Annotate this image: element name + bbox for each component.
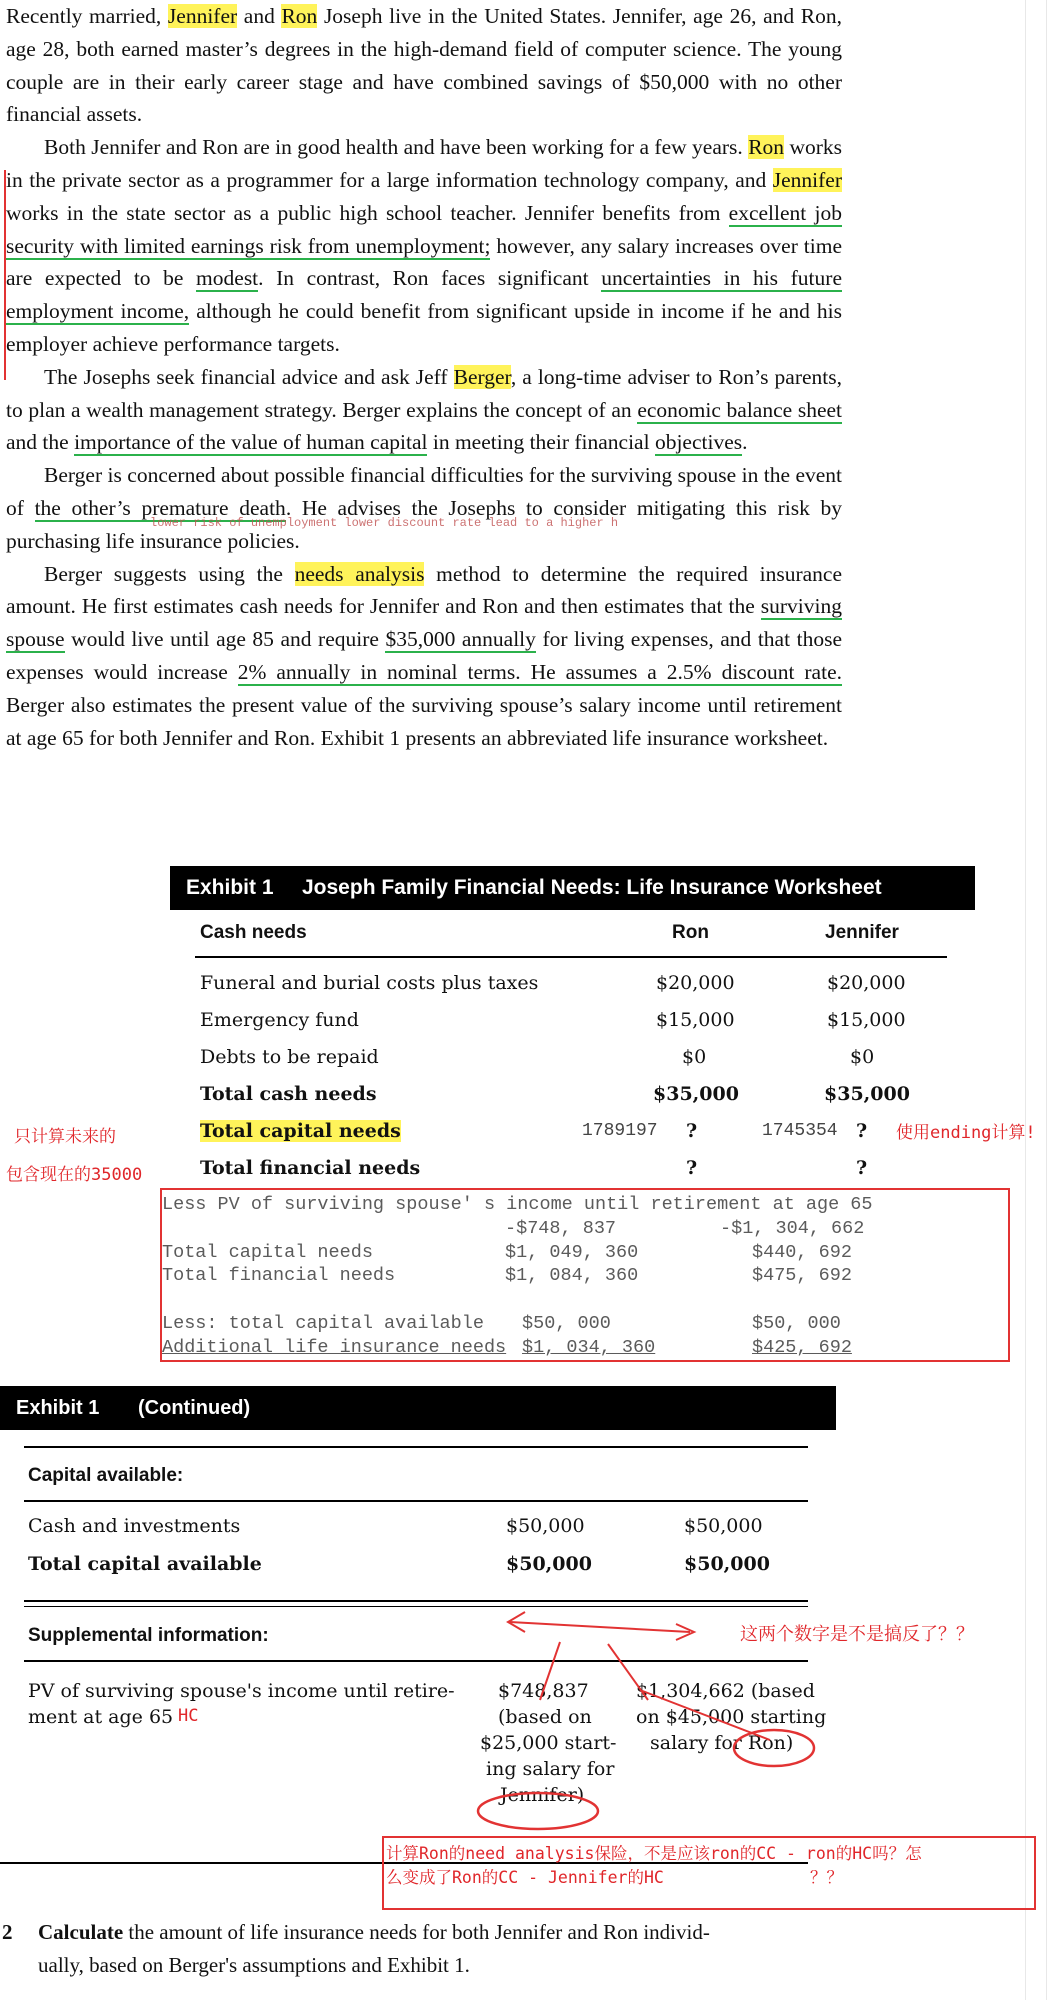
tfn-jennifer: $475, 692 — [752, 1265, 852, 1286]
row-jennifer-value: $35,000 — [824, 1083, 910, 1105]
pv-ron-line: $25,000 start- — [480, 1732, 617, 1754]
pv-label-line2: ment at age 65 — [28, 1706, 174, 1728]
cash-investments-ron: $50,000 — [506, 1515, 585, 1537]
total-capital-needs-label: Total capital needs — [200, 1120, 401, 1142]
row-label: Total financial needs — [200, 1157, 421, 1179]
rule — [24, 1500, 808, 1502]
case-passage — [6, 0, 842, 754]
paragraph-4: Berger is concerned about possible financial difficulties for the surviving spouse in the event of the other’s premature death. He advises the Josephs to consider mitigating this risk by purchasing life insurance policies. — [6, 463, 842, 553]
lca-jennifer: $50, 000 — [752, 1313, 841, 1334]
handwritten-jennifer-capital: 1745354 — [762, 1121, 838, 1141]
exhibit-1-title: Joseph Family Financial Needs: Life Insurance Worksheet — [302, 876, 882, 899]
pv-label-line1: PV of surviving spouse's income until retire- — [28, 1680, 455, 1702]
jennifer-pv: -$1, 304, 662 — [720, 1218, 865, 1239]
paragraph-5: Berger suggests using the needs analysis method to determine the required insurance amount. He first estimates cash needs for Jennifer and Ron and then estimates that the surviving spouse would live until age 85 and require $35,000 annually for living expenses, and that those expenses would increase 2% annually in nominal terms. He assumes a 2.5% discount rate. Berger also estimates the present value of the surviving spouse’s salary income until retirement at age 65 for both Jennifer and Ron. Exhibit 1 presents an abbreviated life insurance worksheet. — [6, 561, 842, 750]
swap-arrow — [510, 1622, 690, 1632]
tcn-jennifer: $440, 692 — [752, 1242, 852, 1263]
less-pv-line: Less PV of surviving spouse' s income until retirement at age 65 — [162, 1194, 873, 1215]
arrow-head-left — [508, 1612, 525, 1632]
note-bottom-qq: ？？ — [810, 1868, 843, 1887]
col-jennifer-header: Jennifer — [825, 922, 899, 943]
capital-available-header: Capital available: — [28, 1465, 184, 1486]
paragraph-1: Recently married, Jennifer and Ron Joseph live in the United States. Jennifer, age 26, and Ron, age 28, both earned master’s degrees in the high-demand field of computer science. The young couple are in their early career stage and have combined savings of $50,000 with no other financial assets. — [6, 4, 842, 127]
handwritten-ron-capital: 1789197 — [582, 1121, 658, 1141]
header-rule — [195, 956, 947, 958]
cash-investments-jennifer: $50,000 — [684, 1515, 763, 1537]
col-ron-header: Ron — [672, 922, 709, 943]
rule — [24, 1660, 808, 1662]
arrow-head-right — [676, 1624, 694, 1640]
row-jennifer-value: $20,000 — [827, 972, 906, 994]
pv-ron-line: Jennifer) — [500, 1784, 585, 1806]
question-number: 2 — [2, 1920, 13, 1944]
paragraph-3: The Josephs seek financial advice and ask Jeff Berger, a long-time adviser to Ron’s parents, to plan a wealth management strategy. Berger explains the concept of an economic balance sheet and the importance of the value of human capital in meeting their financial objectives. — [6, 364, 843, 455]
cash-investments-label: Cash and investments — [28, 1515, 241, 1537]
note-bottom-line1: 计算Ron的need analysis保险，不是应该ron的CC - ron的HC吗？怎 — [386, 1844, 922, 1863]
note-financial-includes: 包含现在的35000 — [6, 1165, 143, 1185]
row-label: Debts to be repaid — [200, 1046, 379, 1068]
note-capital-future: 只计算未来的 — [14, 1127, 116, 1147]
total-capital-available-jennifer: $50,000 — [684, 1553, 770, 1575]
row-ron-value: $15,000 — [656, 1009, 735, 1031]
ali-label: Additional life insurance needs — [162, 1337, 507, 1358]
row-jennifer-value: ? — [856, 1120, 868, 1142]
row-jennifer-value: $15,000 — [827, 1009, 906, 1031]
question-verb: Calculate — [38, 1920, 124, 1944]
row-jennifer-value: $0 — [850, 1046, 875, 1068]
row-jennifer-value: ? — [856, 1157, 868, 1179]
question-line1 — [38, 1920, 710, 1945]
row-ron-value: ? — [686, 1157, 698, 1179]
row-ron-value: ? — [686, 1120, 698, 1142]
rule — [24, 1446, 808, 1448]
row-label: Emergency fund — [200, 1009, 359, 1031]
faint-handwritten-note: lower risk of unemployment lower discount rate lead to a higher h — [150, 516, 619, 530]
total-capital-available-label: Total capital available — [28, 1553, 262, 1575]
exhibit-1-continued-header — [0, 1386, 836, 1430]
row-ron-value: $0 — [682, 1046, 707, 1068]
pv-jennifer-line: salary for Ron) — [650, 1732, 794, 1754]
exhibit-1-cont-label: Exhibit 1 — [16, 1397, 100, 1419]
exhibit-1-cont-title: (Continued) — [138, 1397, 251, 1419]
rule — [24, 1606, 808, 1607]
total-capital-available-ron: $50,000 — [506, 1553, 592, 1575]
pv-ron-line: $748,837 — [498, 1680, 589, 1702]
pv-jennifer-line: on $45,000 starting — [636, 1706, 827, 1728]
pv-jennifer-line: $1,304,662 (based — [636, 1680, 815, 1702]
spreadsheet-grid-edge — [1005, 0, 1055, 2000]
margin-bracket — [4, 170, 6, 380]
ali-jennifer: $425, 692 — [752, 1337, 852, 1358]
row-ron-value: $35,000 — [653, 1083, 739, 1105]
tfn-ron: $1, 084, 360 — [505, 1265, 639, 1286]
pv-ron-line: ing salary for — [486, 1758, 615, 1780]
note-use-ending: 使用ending计算! — [896, 1123, 1036, 1143]
tcn-label: Total capital needs — [162, 1242, 373, 1263]
row-label: Total cash needs — [200, 1083, 377, 1105]
exhibit-1-label: Exhibit 1 — [186, 876, 274, 899]
ali-ron: $1, 034, 360 — [522, 1337, 656, 1358]
note-swapped-question: 这两个数字是不是搞反了？？ — [740, 1624, 974, 1645]
pv-ron-line: (based on — [498, 1706, 592, 1728]
note-hc: HC — [178, 1706, 199, 1726]
question-text1: the amount of life insurance needs for both Jennifer and Ron individ- — [123, 1920, 710, 1944]
paragraph-2: Both Jennifer and Ron are in good health and have been working for a few years. Ron works in the private sector as a programmer for a large information technology company, and Jennifer works in the state sector as a public high school teacher. Jennifer benefits from excellent job security with limited earnings risk from unemployment; however, any salary increases over time are expected to be modest. In contrast, Ron faces significant uncertainties in his future employment income, although he could benefit from significant upside in income if he and his employer achieve performance targets. — [6, 135, 842, 356]
note-bottom-line2: 么变成了Ron的CC - Jennifer的HC — [386, 1868, 664, 1887]
row-label: Funeral and burial costs plus taxes — [200, 972, 539, 994]
rule — [24, 1600, 808, 1602]
lca-ron: $50, 000 — [522, 1313, 611, 1334]
cash-needs-header: Cash needs — [200, 922, 307, 943]
row-label — [200, 1120, 401, 1142]
ron-pv: -$748, 837 — [505, 1218, 617, 1239]
question-line2: ually, based on Berger's assumptions and Exhibit 1. — [38, 1953, 470, 1977]
tcn-ron: $1, 049, 360 — [505, 1242, 639, 1263]
lca-label: Less: total capital available — [162, 1313, 484, 1334]
row-ron-value: $20,000 — [656, 972, 735, 994]
tfn-label: Total financial needs — [162, 1265, 396, 1286]
supplemental-header: Supplemental information: — [28, 1625, 269, 1646]
exhibit-1-header — [170, 866, 975, 910]
